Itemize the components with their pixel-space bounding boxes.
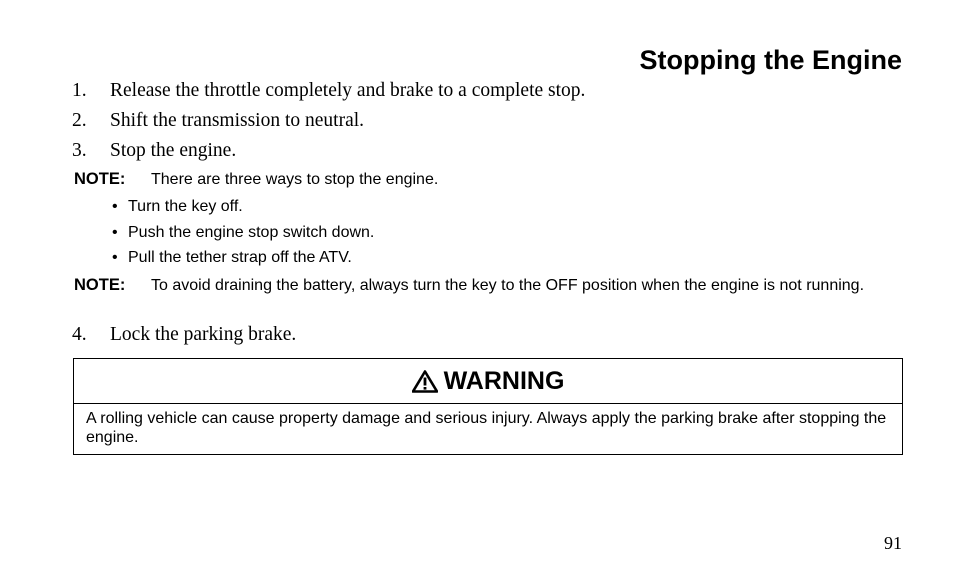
note-stop-methods xyxy=(74,170,904,189)
step-number: 3. xyxy=(72,140,87,161)
note-label: NOTE: xyxy=(74,276,126,294)
warning-heading: WARNING xyxy=(443,366,565,395)
step-number: 2. xyxy=(72,110,87,131)
bullet-text: Turn the key off. xyxy=(128,198,243,215)
page-number: 91 xyxy=(884,533,902,553)
warning-text: A rolling vehicle can cause property damage and serious injury. Always apply the parking brake after stopping the engine. xyxy=(86,410,887,446)
note-battery xyxy=(74,276,904,295)
bullet-mark: • xyxy=(112,198,118,215)
warning-box xyxy=(73,358,903,455)
bullet-text: Push the engine stop switch down. xyxy=(128,224,375,241)
warning-header xyxy=(74,359,902,404)
step-text: Stop the engine. xyxy=(110,140,237,161)
bullet-item xyxy=(112,248,352,267)
page-title: Stopping the Engine xyxy=(639,45,902,75)
step-2 xyxy=(72,109,364,133)
step-text: Shift the transmission to neutral. xyxy=(110,110,365,131)
note-text: There are three ways to stop the engine. xyxy=(151,171,439,188)
bullet-mark: • xyxy=(112,224,118,241)
step-number: 1. xyxy=(72,80,87,101)
bullet-mark: • xyxy=(112,249,118,266)
bullet-text: Pull the tether strap off the ATV. xyxy=(128,249,352,266)
bullet-item xyxy=(112,197,243,216)
step-text: Lock the parking brake. xyxy=(110,324,297,345)
warning-triangle-icon xyxy=(412,370,438,393)
step-number: 4. xyxy=(72,324,87,345)
note-text: To avoid draining the battery, always turn the key to the OFF position when the engine is not running. xyxy=(151,277,865,294)
step-text: Release the throttle completely and brake to a complete stop. xyxy=(110,80,586,101)
note-label: NOTE: xyxy=(74,170,126,188)
bullet-item xyxy=(112,223,374,242)
step-1 xyxy=(72,79,585,103)
step-3 xyxy=(72,139,236,163)
step-4 xyxy=(72,323,296,347)
